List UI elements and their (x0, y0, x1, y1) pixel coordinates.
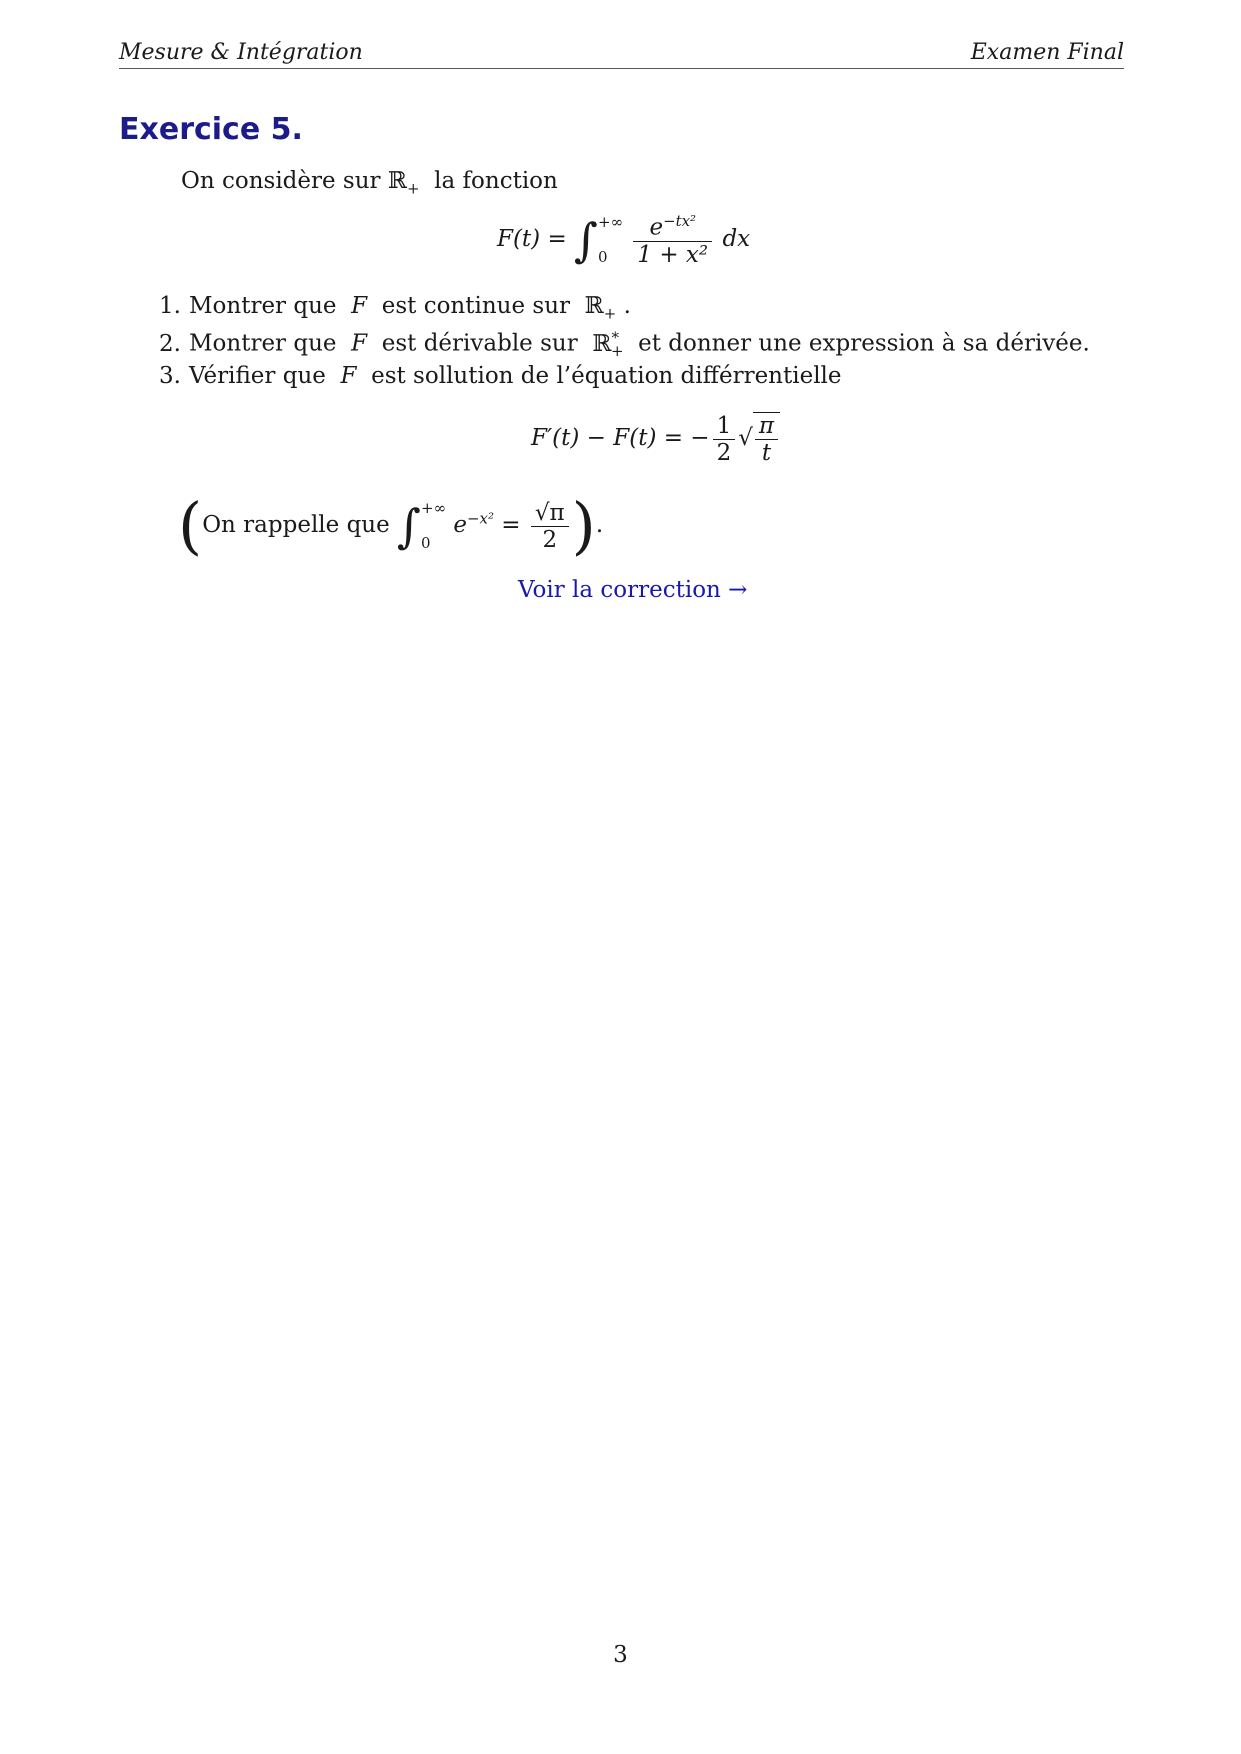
exercise-title: Exercice 5. (119, 112, 303, 147)
exercise-intro: On considère sur ℝ$_+$ la fonction (181, 168, 558, 198)
see-correction-link[interactable]: Voir la correction → (518, 577, 748, 603)
gaussian-reminder: (On rappelle que ∫ +∞ 0 $e^{-x^2}$ = $\frac{√\pi}{2}$ ). (178, 489, 604, 562)
set-symbol: ℝ$_+$ (387, 168, 420, 198)
integral-sign: ∫ (574, 212, 599, 267)
question-item: 2. Montrer que F est dérivable sur ℝ*$_+$ et donner une expression à sa dérivée. (159, 328, 1090, 361)
page-number: 3 (613, 1642, 628, 1668)
differential-equation: F′(t) − F(t) = − $\frac{1}{2}$ √ $\frac{\pi}{t}$ (531, 412, 783, 466)
definition-equation: F(t) = ∫ +∞ 0 $\frac{e^{-tx^2}}{\text{1 + x²}}$ dx (497, 212, 751, 268)
page-header (119, 38, 1124, 69)
header-exam-title: Examen Final (970, 40, 1124, 65)
sqrt-symbol: √ (738, 425, 753, 451)
integrand-fraction: $\frac{e^{-tx^2}}{\text{1 + x²}}$ (633, 212, 712, 268)
header-course-title: Mesure & Intégration (119, 40, 363, 65)
question-item: 1. Montrer que F est continue sur ℝ$_+$ . (159, 293, 631, 323)
question-item: 3. Vérifier que F est sollution de l’équation différrentielle (159, 363, 842, 389)
question-list (144, 293, 1090, 398)
